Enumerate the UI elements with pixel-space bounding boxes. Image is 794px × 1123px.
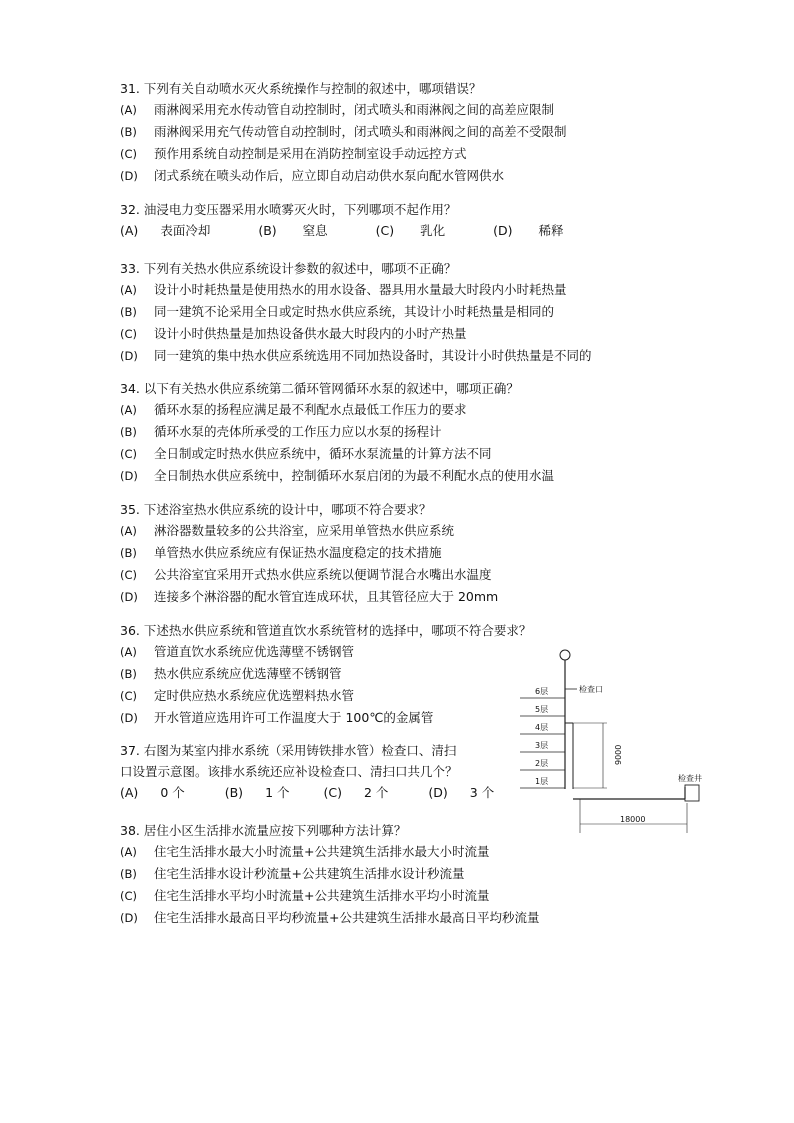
question-stem: 34. 以下有关热水供应系统第二循环管网循环水泵的叙述中，哪项正确？ <box>120 381 519 396</box>
question-32 <box>120 199 680 241</box>
option-label: (C) <box>323 785 342 800</box>
option-label: (A) <box>120 283 137 297</box>
option-a <box>120 841 680 863</box>
option-text: 1 个 <box>265 785 290 800</box>
options-row <box>120 782 495 803</box>
option-a <box>120 782 207 803</box>
option-label: (D) <box>120 169 138 183</box>
option-text: 预作用系统自动控制是采用在消防控制室设手动远控方式 <box>154 146 467 161</box>
option-b <box>120 121 680 143</box>
option-d <box>120 586 680 608</box>
option-label: (D) <box>120 469 138 483</box>
option-label: (D) <box>120 590 138 604</box>
question-37 <box>120 740 495 803</box>
option-text: 同一建筑不论采用全日或定时热水供应系统，其设计小时耗热量是相同的 <box>154 304 555 319</box>
option-text: 窒息 <box>302 223 328 238</box>
option-d <box>493 220 585 241</box>
option-d <box>120 165 680 187</box>
drainage-diagram <box>515 645 715 835</box>
option-b <box>225 782 312 803</box>
option-text: 3 个 <box>469 785 495 800</box>
inspection-well <box>685 785 699 801</box>
option-label: (D) <box>493 223 513 238</box>
option-label: (A) <box>120 103 137 117</box>
option-label: (B) <box>120 305 137 319</box>
option-c <box>324 782 411 803</box>
option-label: (A) <box>120 403 137 417</box>
vent-cap <box>560 650 570 660</box>
option-label: (B) <box>120 867 137 881</box>
question-34 <box>120 378 680 487</box>
option-label: (B) <box>120 425 137 439</box>
option-label: (C) <box>120 889 138 903</box>
option-label: (A) <box>120 524 137 538</box>
option-c <box>120 564 680 586</box>
drainage-system-figure <box>515 645 715 835</box>
option-text: 设计小时耗热量是使用热水的用水设备、器具用水量最大时段内小时耗热量 <box>154 282 567 297</box>
option-text: 雨淋阀采用充气传动管自动控制时，闭式喷头和雨淋阀之间的高差不受限制 <box>154 124 567 139</box>
option-label: (A) <box>120 645 137 659</box>
option-b <box>120 301 680 323</box>
floor-label-2: 2层 <box>535 759 549 768</box>
floor-label-5: 5层 <box>535 705 549 714</box>
option-label: (C) <box>120 568 138 582</box>
option-c <box>120 885 680 907</box>
option-text: 住宅生活排水平均小时流量+公共建筑生活排水平均小时流量 <box>154 888 490 903</box>
option-text: 2 个 <box>363 785 389 800</box>
question-33 <box>120 258 680 367</box>
option-b <box>258 220 349 241</box>
option-text: 连接多个淋浴器的配水管宜连成环状，且其管径应大于 20mm <box>154 589 499 604</box>
question-stem: 37. 右图为某室内排水系统（采用铸铁排水管）检查口、清扫 <box>120 743 457 758</box>
question-35 <box>120 499 680 608</box>
option-text: 单管热水供应系统应有保证热水温度稳定的技术措施 <box>154 545 442 560</box>
option-text: 闭式系统在喷头动作后，应立即自动启动供水泵向配水管网供水 <box>154 168 505 183</box>
option-text: 住宅生活排水最高日平均秒流量+公共建筑生活排水最高日平均秒流量 <box>154 910 540 925</box>
option-c <box>120 443 680 465</box>
option-c <box>376 220 467 241</box>
option-text: 循环水泵的扬程应满足最不利配水点最低工作压力的要求 <box>154 402 467 417</box>
option-text: 乳化 <box>420 223 446 238</box>
option-text: 稀释 <box>538 223 564 238</box>
question-31 <box>120 78 680 187</box>
option-text: 全日制或定时热水供应系统中，循环水泵流量的计算方法不同 <box>154 446 492 461</box>
option-label: (A) <box>120 785 139 800</box>
option-label: (A) <box>120 845 137 859</box>
option-d <box>120 907 680 929</box>
option-b <box>120 863 680 885</box>
option-text: 0 个 <box>160 785 185 800</box>
option-c <box>120 323 680 345</box>
vertical-dimension-label: 9000 <box>614 744 623 765</box>
option-label: (D) <box>120 349 138 363</box>
option-text: 热水供应系统应优选薄壁不锈钢管 <box>154 666 342 681</box>
option-a <box>120 220 232 241</box>
question-stem: 35. 下述浴室热水供应系统的设计中，哪项不符合要求？ <box>120 502 432 517</box>
option-label: (B) <box>120 125 137 139</box>
option-label: (B) <box>120 667 137 681</box>
option-d <box>120 465 680 487</box>
option-a <box>120 99 680 121</box>
option-text: 循环水泵的壳体所承受的工作压力应以水泵的扬程计 <box>154 424 442 439</box>
option-text: 雨淋阀采用充水传动管自动控制时，闭式喷头和雨淋阀之间的高差应限制 <box>154 102 555 117</box>
option-a <box>120 399 680 421</box>
inspection-well-label-top: 检查井 <box>678 774 702 783</box>
option-a <box>120 279 680 301</box>
inspection-port-label: 检查口 <box>579 685 603 694</box>
option-label: (C) <box>120 327 138 341</box>
options-row <box>120 220 680 241</box>
question-stem: 31. 下列有关自动喷水灭火系统操作与控制的叙述中，哪项错误？ <box>120 81 482 96</box>
option-a <box>120 520 680 542</box>
option-d <box>428 782 516 803</box>
option-text: 住宅生活排水设计秒流量+公共建筑生活排水设计秒流量 <box>154 866 465 881</box>
option-label: (B) <box>258 223 277 238</box>
option-label: (D) <box>428 785 448 800</box>
option-text: 管道直饮水系统应优选薄壁不锈钢管 <box>154 644 355 659</box>
option-text: 公共浴室宜采用开式热水供应系统以便调节混合水嘴出水温度 <box>154 567 492 582</box>
question-stem-continued: 口设置示意图。该排水系统还应补设检查口、清扫口共几个？ <box>120 764 458 779</box>
option-text: 开水管道应选用许可工作温度大于 100℃的金属管 <box>154 710 434 725</box>
question-stem: 36. 下述热水供应系统和管道直饮水系统管材的选择中，哪项不符合要求？ <box>120 623 532 638</box>
option-label: (D) <box>120 711 138 725</box>
option-text: 定时供应热水系统应优选塑料热水管 <box>154 688 355 703</box>
option-d <box>120 345 680 367</box>
option-label: (A) <box>120 223 139 238</box>
question-stem: 33. 下列有关热水供应系统设计参数的叙述中，哪项不正确？ <box>120 261 457 276</box>
option-b <box>120 542 680 564</box>
option-label: (C) <box>120 689 138 703</box>
option-text: 全日制热水供应系统中，控制循环水泵启闭的为最不利配水点的使用水温 <box>154 468 555 483</box>
floor-label-6: 6层 <box>535 687 549 696</box>
option-label: (B) <box>120 546 137 560</box>
option-label: (C) <box>375 223 395 238</box>
option-label: (B) <box>224 785 244 800</box>
floor-label-4: 4层 <box>535 723 549 732</box>
option-label: (C) <box>120 447 138 461</box>
horizontal-dimension-label: 18000 <box>620 815 646 824</box>
option-label: (D) <box>120 911 138 925</box>
floor-label-1: 1层 <box>535 777 549 786</box>
option-text: 表面冷却 <box>160 223 211 238</box>
option-label: (C) <box>120 147 138 161</box>
question-stem: 38. 居住小区生活排水流量应按下列哪种方法计算？ <box>120 823 407 838</box>
option-b <box>120 421 680 443</box>
option-text: 设计小时供热量是加热设备供水最大时段内的小时产热量 <box>154 326 467 341</box>
option-text: 同一建筑的集中热水供应系统选用不同加热设备时，其设计小时供热量是不同的 <box>154 348 592 363</box>
option-text: 淋浴器数量较多的公共浴室，应采用单管热水供应系统 <box>154 523 455 538</box>
question-38 <box>120 820 680 929</box>
question-stem: 32. 油浸电力变压器采用水喷雾灭火时，下列哪项不起作用？ <box>120 202 457 217</box>
floor-label-3: 3层 <box>535 741 549 750</box>
option-text: 住宅生活排水最大小时流量+公共建筑生活排水最大小时流量 <box>154 844 490 859</box>
option-c <box>120 143 680 165</box>
